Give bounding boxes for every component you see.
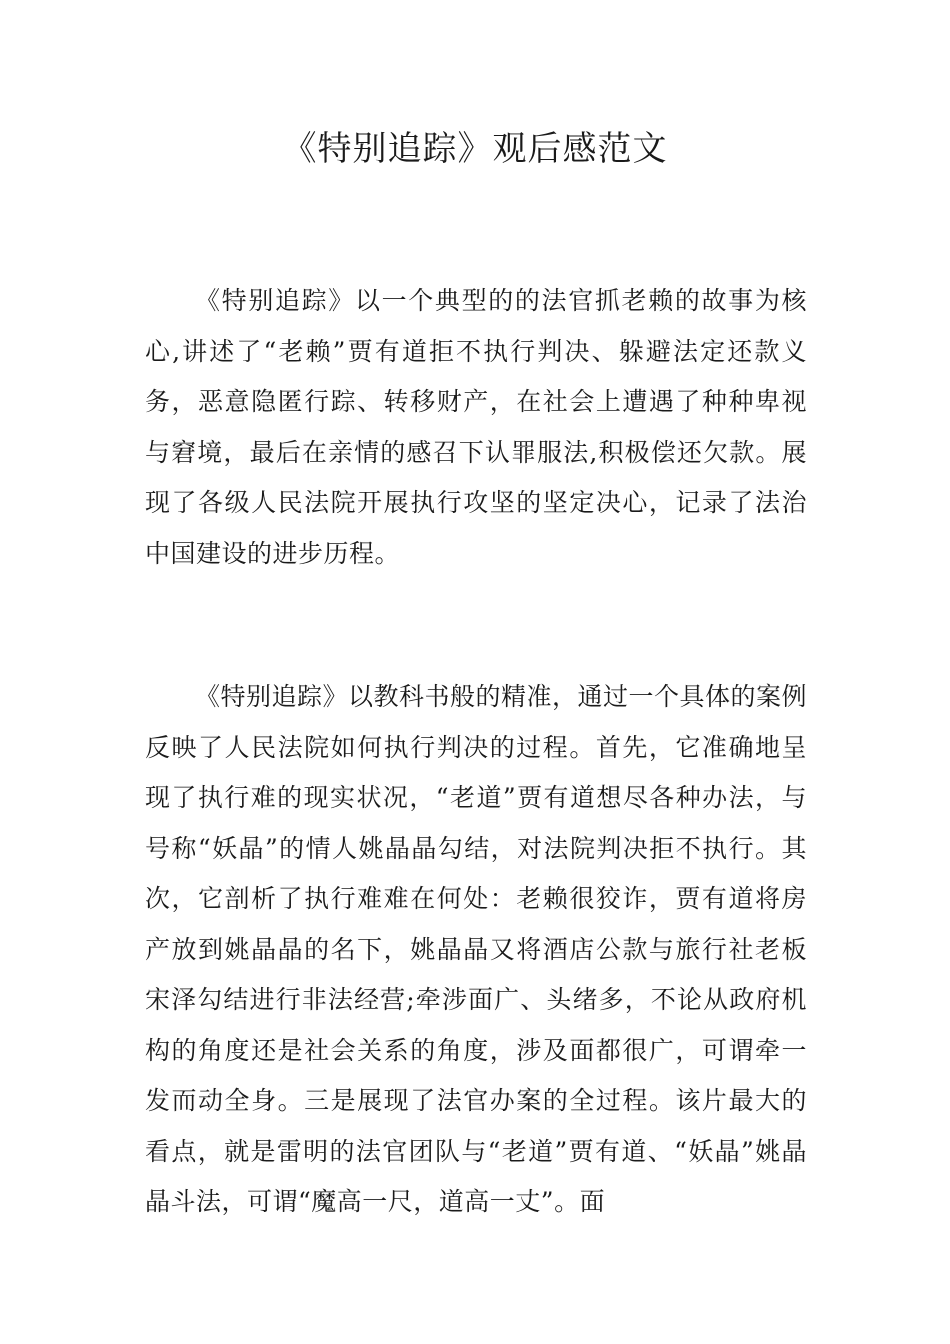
body-paragraph-1: 《特别追踪》以一个典型的的法官抓老赖的故事为核心,讲述了“老赖”贾有道拒不执行判决、躲避法定还款义务，恶意隐匿行踪、转移财产，在社会上遭遇了种种卑视与窘境，最后在亲情的感召下认罪服法,积极偿还欠款。展现了各级人民法院开展执行攻坚的坚定决心，记录了法治中国建设的进步历程。: [145, 286, 807, 568]
document-title: 《特别追踪》观后感范文: [282, 129, 668, 169]
body-paragraph-2: 《特别追踪》以教科书般的精准，通过一个具体的案例反映了人民法院如何执行判决的过程。首先，它准确地呈现了执行难的现实状况，“老道”贾有道想尽各种办法，与号称“妖晶”的情人姚晶晶勾结，对法院判决拒不执行。其次，它剖析了执行难难在何处：老赖很狡诈，贾有道将房产放到姚晶晶的名下，姚晶晶又将酒店公款与旅行社老板宋泽勾结进行非法经营;牵涉面广、头绪多，不论从政府机构的角度还是社会关系的角度，涉及面都很广，可谓牵一发而动全身。三是展现了法官办案的全过程。该片最大的看点，就是雷明的法官团队与“老道”贾有道、“妖晶”姚晶晶斗法，可谓“魔高一尺，道高一丈”。面: [145, 682, 808, 1216]
